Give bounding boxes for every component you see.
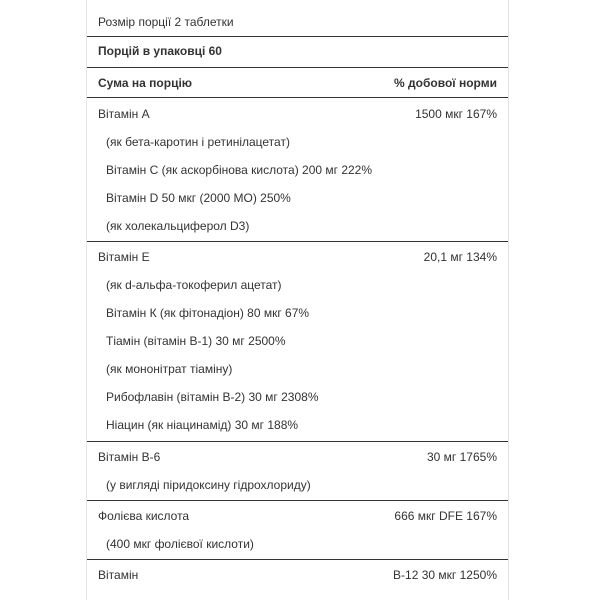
nutrient-detail-line [87,355,508,383]
amount-per-serving-header: Сума на порцію [98,76,193,90]
divider [87,441,508,442]
nutrient-detail-line [87,383,508,411]
nutrient-detail-line [87,471,508,499]
nutrient-row-vitamin-b12 [87,561,508,589]
nutrient-detail-text: Вітамін D 50 мкг (2000 МО) 250% [106,191,291,205]
nutrient-name: Вітамін [98,568,139,582]
nutrient-detail-text: (400 мкг фолієвої кислоти) [106,537,254,551]
serving-size: Розмір порції 2 таблетки [98,15,234,29]
nutrient-detail-line [87,530,508,558]
nutrient-detail-text: (як холекальциферол D3) [106,219,250,233]
nutrient-detail-text: Рибофлавін (вітамін В-2) 30 мг 2308% [106,390,319,404]
column-header-row [87,69,508,97]
nutrient-detail-text: Вітамін К (як фітонадіон) 80 мкг 67% [106,306,310,320]
nutrient-value: В-12 30 мкг 1250% [393,568,497,582]
nutrient-value: 30 мг 1765% [426,450,497,464]
divider [87,67,508,68]
nutrient-detail-text: (як бета-каротин і ретинілацетат) [106,135,290,149]
nutrient-detail-line [87,156,508,184]
nutrient-detail-line [87,299,508,327]
nutrient-name: Фолієва кислота [98,509,190,523]
nutrient-detail-text: (як d-альфа-токоферил ацетат) [106,278,282,292]
nutrient-detail-text: Вітамін С (як аскорбінова кислота) 200 мг 222% [106,163,373,177]
nutrient-detail-line [87,271,508,299]
nutrient-row-vitamin-a [87,100,508,128]
divider [87,559,508,560]
daily-value-header: % добової норми [394,76,497,90]
nutrient-detail-line [87,327,508,355]
nutrient-row-vitamin-b6 [87,443,508,471]
nutrient-name: Вітамін Е [98,250,150,264]
serving-size-row [87,8,508,36]
nutrient-detail-line [87,184,508,212]
nutrient-value: 20,1 мг 134% [423,250,497,264]
nutrient-detail-text: (як мононітрат тіаміну) [106,362,233,376]
nutrient-row-vitamin-e [87,243,508,271]
nutrient-row-folic-acid [87,502,508,530]
nutrient-detail-text: Тіамін (вітамін В-1) 30 мг 2500% [106,334,286,348]
nutrient-name: Вітамін А [98,107,150,121]
divider [87,500,508,501]
nutrient-detail-text: Ніацин (як ніацинамід) 30 мг 188% [106,418,299,432]
divider [87,241,508,242]
nutrient-value: 666 мкг DFE 167% [394,509,497,523]
nutrient-detail-text: (у вигляді піридоксину гідрохлориду) [106,478,311,492]
nutrient-detail-line [87,212,508,240]
supplement-facts-table [86,0,509,600]
servings-per-container: Порцій в упаковці 60 [98,44,222,58]
nutrient-name: Вітамін В-6 [98,450,161,464]
nutrient-detail-line [87,128,508,156]
servings-per-container-row [87,37,508,65]
nutrient-value: 1500 мкг 167% [415,107,497,121]
divider [87,97,508,98]
nutrient-detail-line [87,411,508,439]
